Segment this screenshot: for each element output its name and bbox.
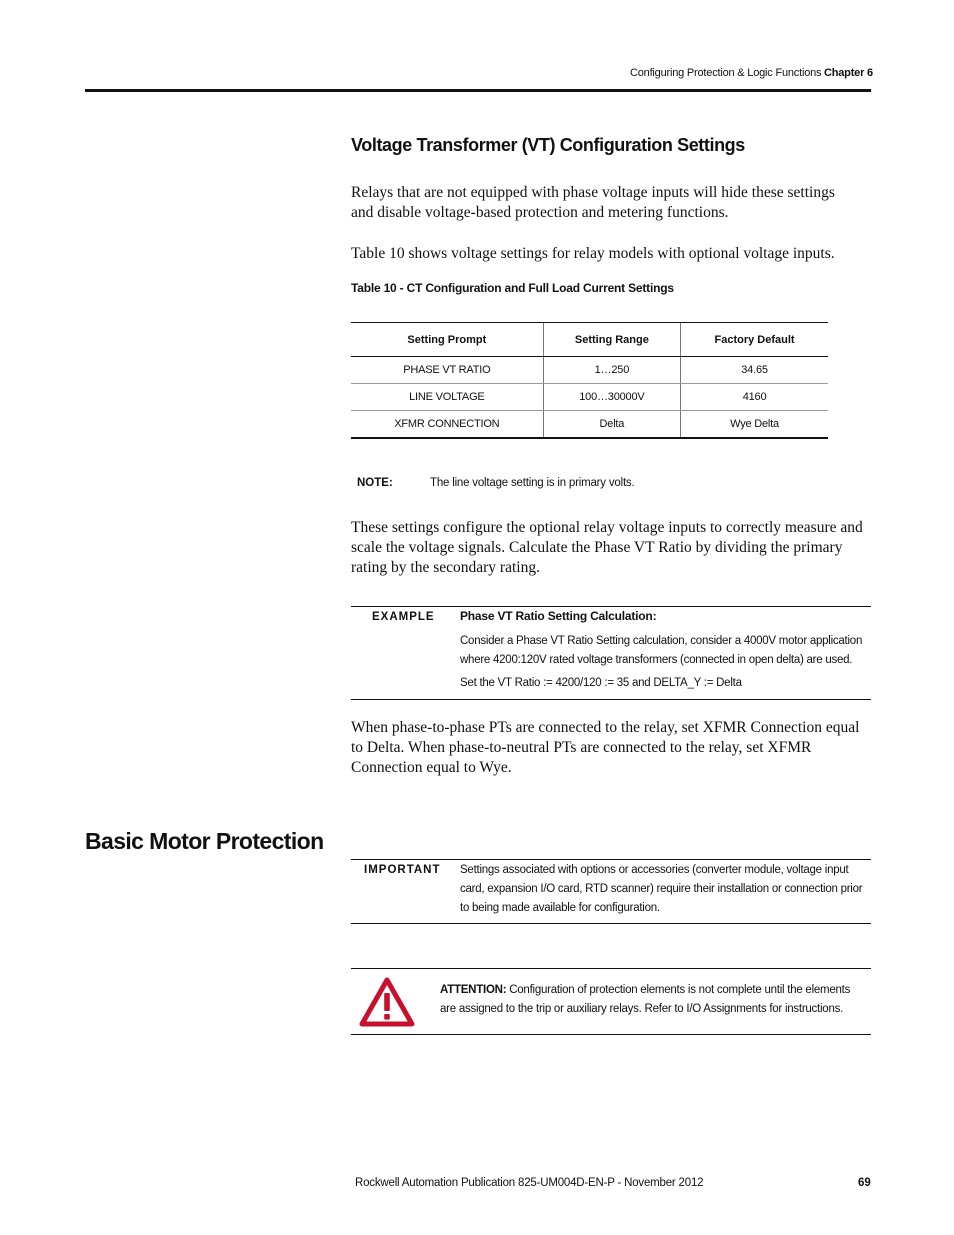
- note-text: The line voltage setting is in primary volts.: [430, 477, 635, 489]
- attention-body: Configuration of protection elements is not complete until the elements are assigned to the trip or auxiliary relays. Refer to I/O Assignments for instructions.: [440, 984, 851, 1015]
- attention-box-top-rule: [351, 968, 871, 969]
- table-cell: LINE VOLTAGE: [351, 384, 543, 411]
- table-cell: 34.65: [681, 357, 828, 384]
- table-cell: Delta: [543, 411, 680, 439]
- column-header: Factory Default: [681, 323, 828, 357]
- important-box-top-rule: [351, 859, 871, 860]
- vt-paragraph-3: These settings configure the optional relay voltage inputs to correctly measure and scale the voltage signals. Calculate the Phase VT Ratio by dividing the primary rating by the secondary rating.: [351, 519, 863, 576]
- important-label: IMPORTANT: [364, 864, 441, 876]
- column-header: Setting Range: [543, 323, 680, 357]
- example-calculation: Set the VT Ratio := 4200/120 := 35 and DELTA_Y := Delta: [460, 677, 742, 689]
- table-cell: 1…250: [543, 357, 680, 384]
- vt-paragraph-2: Table 10 shows voltage settings for relay models with optional voltage inputs.: [351, 245, 835, 262]
- table-row: [351, 357, 828, 384]
- example-box-bottom-rule: [351, 699, 871, 700]
- important-box-bottom-rule: [351, 923, 871, 924]
- warning-triangle-icon: [359, 977, 415, 1032]
- page-number: 69: [858, 1177, 871, 1189]
- note-label: NOTE:: [357, 477, 393, 489]
- attention-label: ATTENTION:: [440, 984, 507, 996]
- table-row: [351, 384, 828, 411]
- attention-box-bottom-rule: [351, 1034, 871, 1035]
- example-box-top-rule: [351, 606, 871, 607]
- table-caption: Table 10 - CT Configuration and Full Load Current Settings: [351, 281, 674, 295]
- column-header: Setting Prompt: [351, 323, 543, 357]
- vt-paragraph-4: When phase-to-phase PTs are connected to the relay, set XFMR Connection equal to Delta. When phase-to-neutral PTs are connected to the relay, set XFMR Connection equal to Wye.: [351, 719, 860, 776]
- footer-publication: Rockwell Automation Publication 825-UM004D-EN-P - November 2012: [355, 1177, 704, 1189]
- important-text: Settings associated with options or accessories (converter module, voltage input card, expansion I/O card, RTD scanner) require their installation or connection prior to being made available for configuration.: [460, 864, 863, 914]
- table-cell: 4160: [681, 384, 828, 411]
- table-cell: PHASE VT RATIO: [351, 357, 543, 384]
- vt-paragraph-1: Relays that are not equipped with phase voltage inputs will hide these settings and disable voltage-based protection and metering functions.: [351, 184, 835, 221]
- header-rule: [85, 89, 871, 92]
- example-description: Consider a Phase VT Ratio Setting calculation, consider a 4000V motor application where 4200:120V rated voltage transformers (connected in open delta) are used.: [460, 635, 863, 666]
- table-cell: Wye Delta: [681, 411, 828, 439]
- example-title: Phase VT Ratio Setting Calculation:: [460, 609, 657, 623]
- table-cell: 100…30000V: [543, 384, 680, 411]
- vt-section-heading: Voltage Transformer (VT) Configuration Settings: [351, 135, 745, 155]
- basic-section-heading: Basic Motor Protection: [85, 828, 324, 854]
- example-label: EXAMPLE: [372, 611, 435, 623]
- header-section-title: Configuring Protection & Logic Functions: [630, 67, 822, 79]
- vt-settings-table: [351, 322, 828, 439]
- attention-text: [440, 981, 860, 1019]
- table-header-row: [351, 323, 828, 357]
- header-chapter: Chapter 6: [824, 67, 873, 79]
- table-row: [351, 411, 828, 439]
- table-cell: XFMR CONNECTION: [351, 411, 543, 439]
